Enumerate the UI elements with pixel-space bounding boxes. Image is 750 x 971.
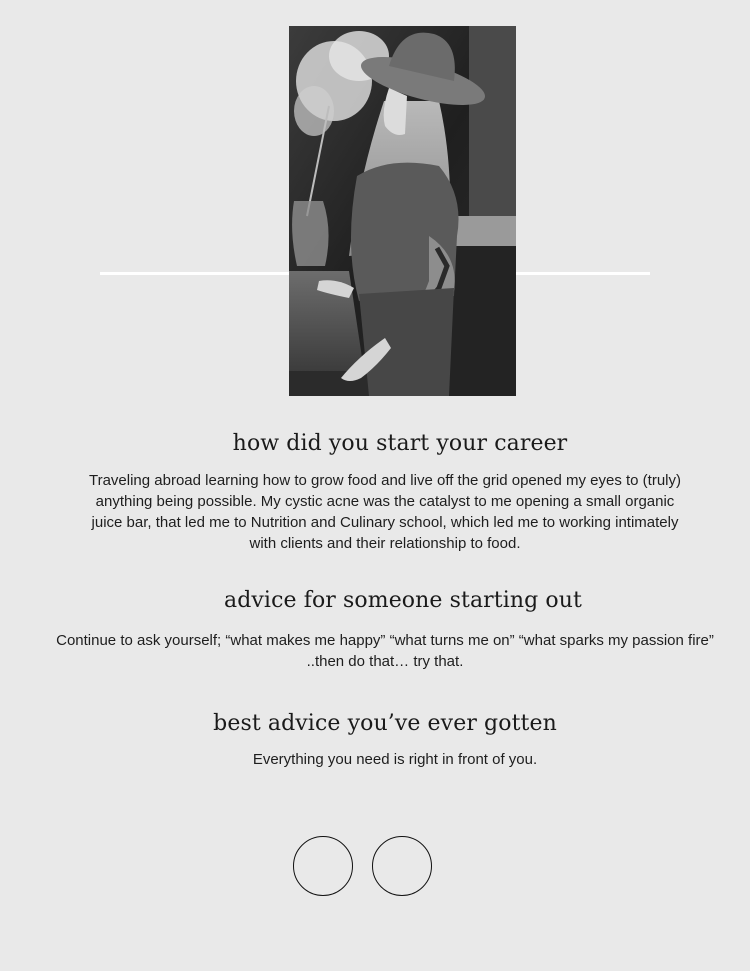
section-title-best-advice: best advice you’ve ever gotten	[213, 711, 557, 736]
section-body-career: Traveling abroad learning how to grow food and live off the grid opened my eyes to (truly) anything being possible. My cystic acne was the catalyst to me opening a small organic juice bar, that led me to Nutrition and Culinary school, which led me to working intimately with clients and their relationship to food.	[88, 472, 681, 552]
divider-line-right	[515, 272, 650, 275]
social-circle-button-1[interactable]	[293, 836, 353, 896]
divider-line-left	[100, 272, 290, 275]
social-circle-button-2[interactable]	[372, 836, 432, 896]
section-body-best-advice: Everything you need is right in front of you.	[252, 751, 538, 768]
section-body-advice-starting-out: Continue to ask yourself; “what makes me happy” “what turns me on” “what sparks my passion fire” ..then do that… try that.	[56, 632, 714, 670]
section-title-career: how did you start your career	[232, 431, 568, 456]
portrait-photo	[289, 26, 516, 396]
section-title-advice-starting-out: advice for someone starting out	[224, 588, 582, 613]
